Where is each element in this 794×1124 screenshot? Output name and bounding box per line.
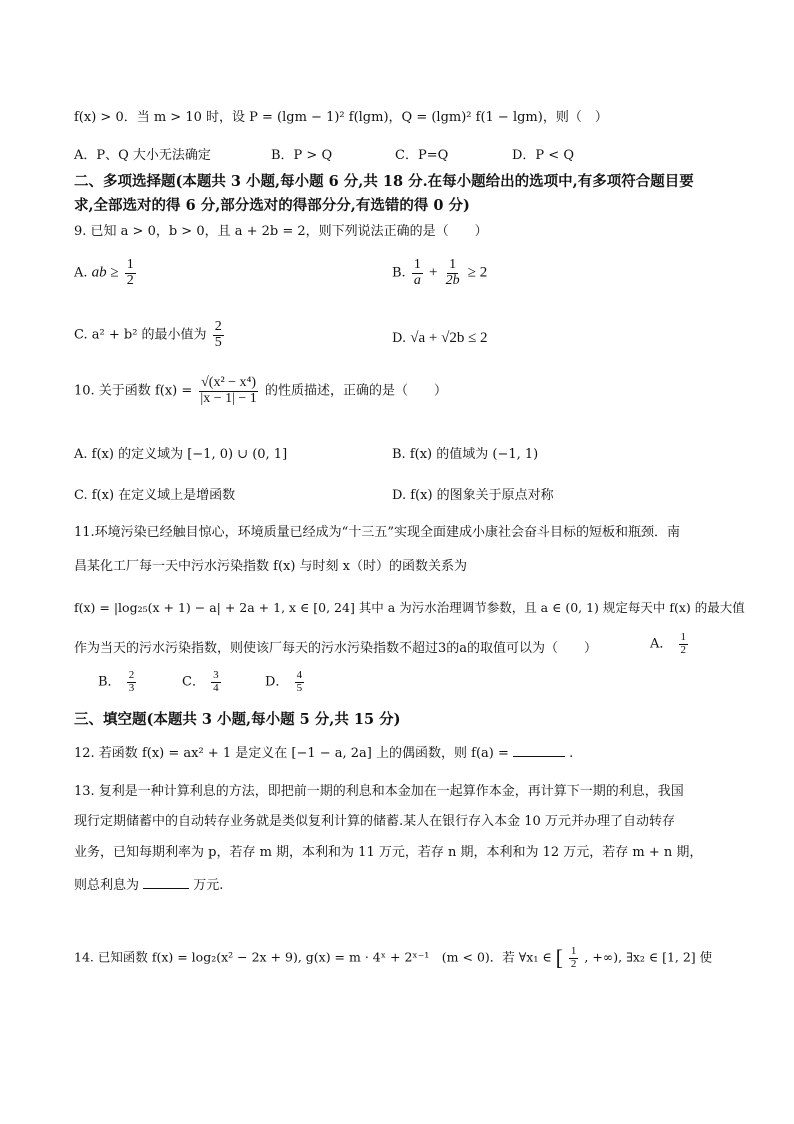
denominator: 5 xyxy=(214,334,222,350)
expression: ≥ 2 xyxy=(467,264,488,281)
q9-stem: 9. 已知 a > 0，b > 0，且 a + 2b = 2，则下列说法正确的是（ ） xyxy=(74,224,488,239)
q10-option-d: D. f(x) 的图象关于原点对称 xyxy=(392,488,554,503)
answer-blank[interactable] xyxy=(143,876,189,889)
q8-option-b: B．P > Q xyxy=(271,148,333,163)
q9-option-c xyxy=(74,320,226,350)
q11-line1: 11.环境污染已经触目惊心，环境质量已经成为“十三五”实现全面建成小康社会奋斗目标的短板和瓶颈．南 xyxy=(74,525,680,540)
expression: ab ≥ xyxy=(91,264,119,281)
q11-line3: f(x) = |log₂₅(x + 1) − a| + 2a + 1, x ∈ [0, 24] 其中 a 为污水治理调节参数，且 a ∈ (0, 1) 规定每天中 f(x) 的最大值 xyxy=(74,600,745,615)
option-label: B． xyxy=(98,674,121,690)
q11-option-b xyxy=(98,670,138,694)
q11-option-c xyxy=(182,670,223,694)
stem-prefix: 10. 关于函数 f(x) = xyxy=(74,383,193,399)
stem-end: . xyxy=(569,746,574,761)
option-label: D. xyxy=(392,331,407,346)
denominator: |x − 1| − 1 xyxy=(200,390,257,406)
option-label: B. xyxy=(392,265,406,281)
numerator: √(x² − x⁴) xyxy=(201,375,257,390)
plus-sign: + xyxy=(428,264,438,281)
denominator: 2 xyxy=(680,643,687,656)
stem-text: 12. 若函数 f(x) = ax² + 1 是定义在 [−1 − a, 2a] 上的偶函数，则 f(a) = xyxy=(74,746,509,761)
numerator: 1 xyxy=(570,944,577,957)
stem-text: 14. 已知函数 f(x) = log₂(x² − 2x + 9), g(x) = m · 4ˣ + 2ˣ⁻¹ (m < 0)．若 ∀x₁ ∈ xyxy=(74,949,552,965)
q13-line1: 13. 复利是一种计算利息的方法，即把前一期的利息和本金加在一起算作本金，再计算下一期的利息，我国 xyxy=(74,784,684,799)
q13-line2: 现行定期储蓄中的自动转存业务就是类似复利计算的储蓄.某人在银行存入本金 10 万元并办理了自动转存 xyxy=(74,814,675,829)
q10-option-b: B. f(x) 的值域为 (−1, 1) xyxy=(392,447,539,462)
denominator: 2b xyxy=(445,272,460,288)
q14-stem xyxy=(74,945,712,971)
q8-condition-line: f(x) > 0．当 m > 10 时，设 P = (lgm − 1)² f(lgm)，Q = (lgm)² f(1 − lgm)，则（ ） xyxy=(74,110,608,125)
stem-end: , +∞), ∃x₂ ∈ [1, 2] 使 xyxy=(584,949,713,965)
fraction xyxy=(125,258,136,288)
q13-line4 xyxy=(74,874,223,893)
fraction xyxy=(198,376,258,406)
denominator: 2 xyxy=(126,272,134,288)
option-label: C． xyxy=(182,674,205,690)
q11-line4: 作为当天的污水污染指数，则使该厂每天的污水污染指数不超过3的a的取值可以为（ ） xyxy=(74,641,598,656)
section2-title-line2: 求,全部选对的得 6 分,部分选对的得部分分,有选错的得 0 分) xyxy=(74,197,470,214)
q11-line2: 昌某化工厂每一天中污水污染指数 f(x) 与时刻 x（时）的函数关系为 xyxy=(74,559,468,574)
q10-stem xyxy=(74,376,447,406)
numerator: 3 xyxy=(213,669,219,681)
fraction xyxy=(127,670,137,694)
q10-option-a: A. f(x) 的定义域为 [−1, 0) ∪ (0, 1] xyxy=(74,447,288,462)
fraction xyxy=(213,320,224,350)
fraction xyxy=(412,258,423,288)
q11-option-d xyxy=(265,670,306,694)
q8-option-c: C．P=Q xyxy=(395,148,449,163)
q9-option-b xyxy=(392,258,487,288)
q9-option-d xyxy=(392,330,488,347)
expression: a² + b² 的最小值为 xyxy=(91,327,207,343)
denominator: a xyxy=(413,272,421,288)
q12-stem xyxy=(74,742,573,761)
numerator: 1 xyxy=(126,257,134,272)
stem-end: 万元. xyxy=(193,878,224,893)
option-label: C. xyxy=(74,327,88,343)
stem-text: 则总利息为 xyxy=(74,878,140,893)
fraction xyxy=(679,632,689,656)
numerator: 1 xyxy=(413,257,421,272)
fraction xyxy=(444,258,462,288)
denominator: 3 xyxy=(128,681,135,694)
section2-title-line1: 二、多项选择题(本题共 3 小题,每小题 6 分,共 18 分.在每小题给出的选项中,有多项符合题目要 xyxy=(74,173,694,190)
left-bracket: [ xyxy=(555,945,563,970)
option-label: D． xyxy=(265,674,289,690)
numerator: 1 xyxy=(449,257,457,272)
denominator: 5 xyxy=(296,681,303,694)
q9-option-a xyxy=(74,258,138,288)
expression: √a + √2b ≤ 2 xyxy=(410,330,488,346)
q8-option-a: A．P、Q 大小无法确定 xyxy=(74,148,211,163)
denominator: 4 xyxy=(213,681,219,694)
q8-option-d: D．P < Q xyxy=(512,148,574,163)
answer-blank[interactable] xyxy=(513,744,565,757)
stem-suffix: 的性质描述，正确的是（ ） xyxy=(264,383,447,399)
numerator: 2 xyxy=(128,669,135,681)
fraction xyxy=(569,946,579,970)
denominator: 2 xyxy=(570,957,577,970)
section3-title: 三、填空题(本题共 3 小题,每小题 5 分,共 15 分) xyxy=(74,711,401,728)
numerator: 2 xyxy=(214,319,222,334)
option-label: A. xyxy=(74,265,88,281)
q10-option-c: C. f(x) 在定义域上是增函数 xyxy=(74,488,236,503)
fraction xyxy=(295,670,305,694)
q13-line3: 业务，已知每期利率为 p，若存 m 期，本利和为 11 万元，若存 n 期，本利和为 12 万元，若存 m + n 期， xyxy=(74,845,703,860)
q11-option-a xyxy=(650,632,690,656)
numerator: 1 xyxy=(680,631,687,643)
numerator: 4 xyxy=(296,669,303,681)
option-label: A． xyxy=(650,636,673,652)
fraction xyxy=(211,670,221,694)
